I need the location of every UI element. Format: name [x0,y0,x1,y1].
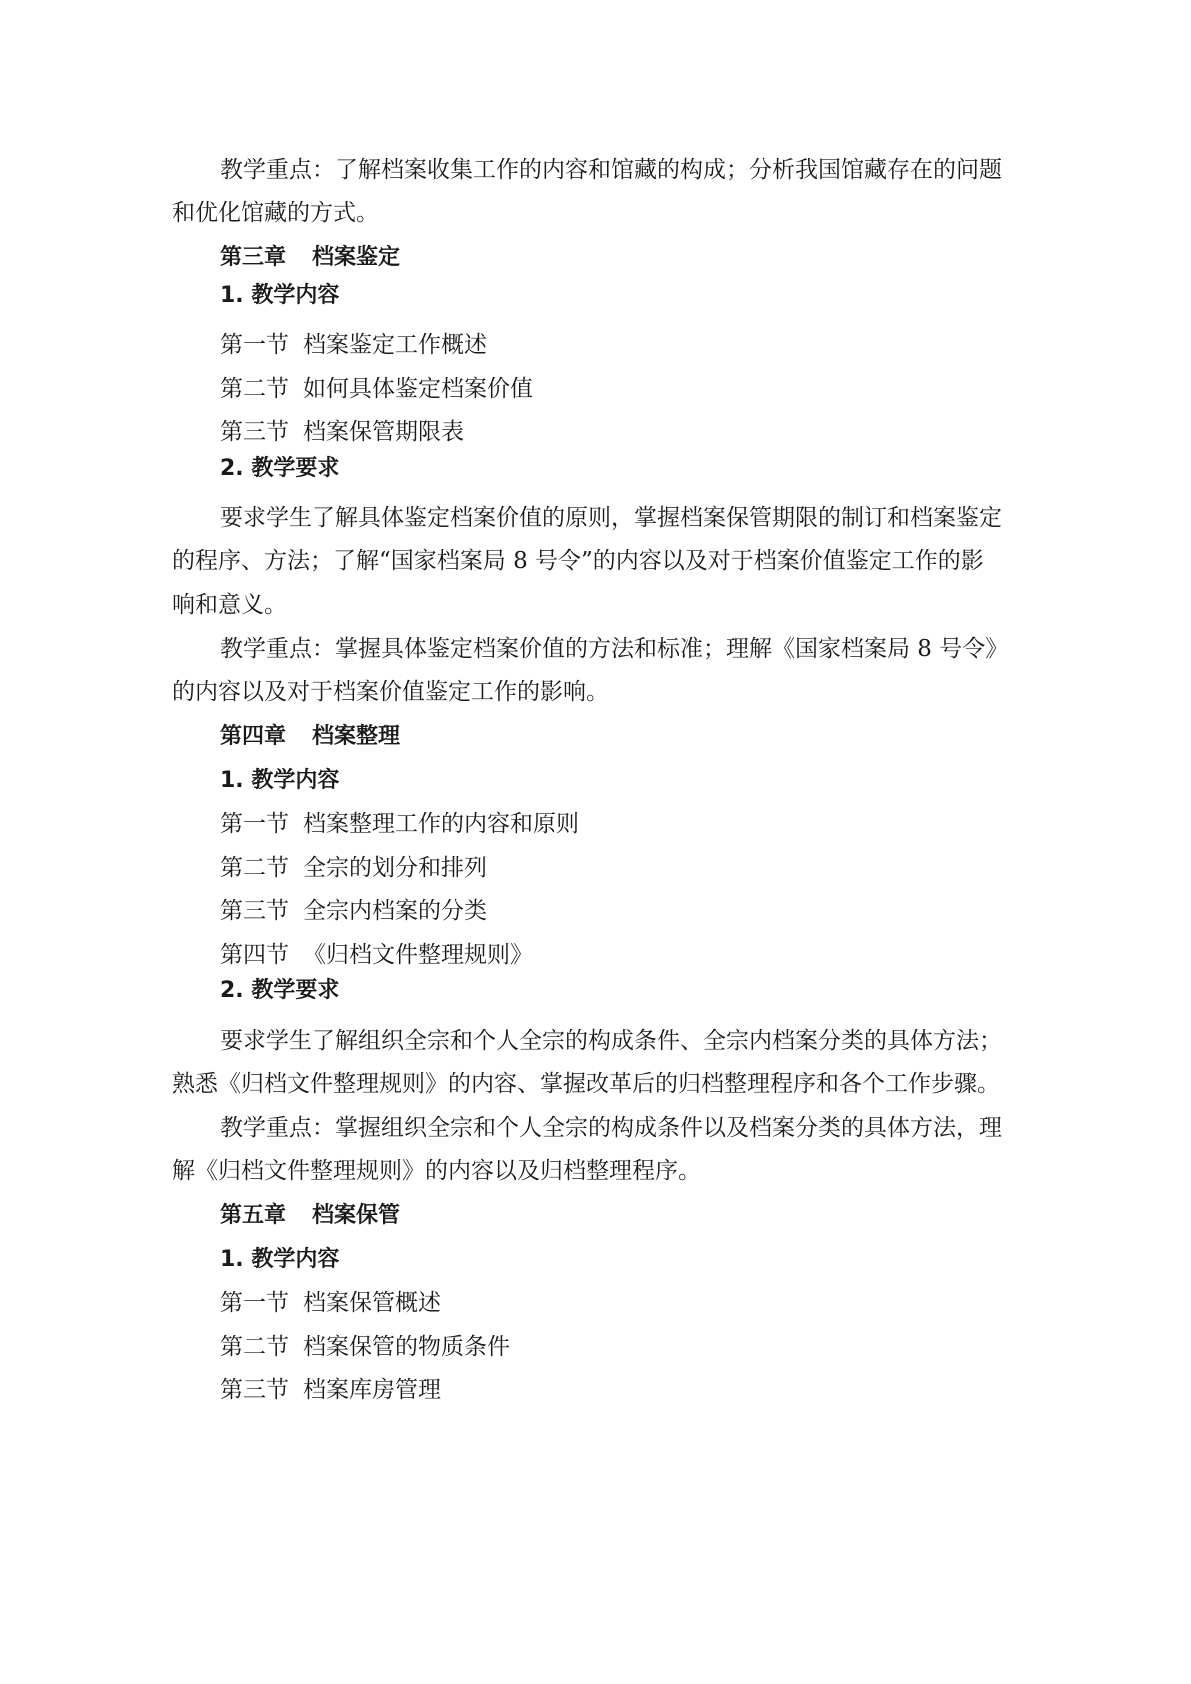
ch2-focus-line-2: 和优化馆藏的方式。 [172,200,379,226]
ch5-section-2 [220,1332,1090,1362]
section-number: 第一节 [220,811,289,837]
ch4-req-heading: 2. 教学要求 [220,978,340,1003]
section-title: 全宗的划分和排列 [303,855,487,881]
ch4-req-line-1: 要求学生了解组织全宗和个人全宗的构成条件、全宗内档案分类的具体方法； [220,1028,1002,1054]
ch3-req-line-3: 响和意义。 [172,592,287,618]
section-number: 第三节 [220,1377,289,1403]
ch3-section-1 [220,330,1090,360]
ch4-section-1 [220,809,1090,839]
ch5-section-3 [220,1375,1090,1405]
ch4-req-line-2: 熟悉《归档文件整理规则》的内容、掌握改革后的归档整理程序和各个工作步骤。 [172,1071,1000,1097]
section-number: 第二节 [220,855,289,881]
section-title: 档案保管概述 [303,1290,441,1316]
chapter-4-number: 第四章 [220,724,287,749]
ch5-content-heading: 1. 教学内容 [220,1247,340,1272]
ch5-section-1 [220,1288,1090,1318]
ch4-section-4 [220,940,1090,970]
section-number: 第四节 [220,942,289,968]
section-title: 全宗内档案的分类 [303,898,487,924]
chapter-3-number: 第三章 [220,245,287,270]
section-number: 第一节 [220,332,289,358]
section-title: 《归档文件整理规则》 [303,942,533,968]
ch4-section-2 [220,853,1090,883]
section-title: 档案保管期限表 [303,419,464,445]
ch3-content-heading: 1. 教学内容 [220,283,340,308]
ch3-req-line-1: 要求学生了解具体鉴定档案价值的原则，掌握档案保管期限的制订和档案鉴定 [220,505,1002,531]
ch4-focus-line-1: 教学重点：掌握组织全宗和个人全宗的构成条件以及档案分类的具体方法，理 [220,1115,1002,1141]
ch3-section-2 [220,374,1090,404]
ch4-section-3 [220,896,1090,926]
section-title: 档案整理工作的内容和原则 [303,811,579,837]
ch2-focus-line-1: 教学重点：了解档案收集工作的内容和馆藏的构成；分析我国馆藏存在的问题 [220,157,1002,183]
section-title: 档案鉴定工作概述 [303,332,487,358]
chapter-5-heading [220,1201,1090,1231]
ch3-req-line-2: 的程序、方法；了解“国家档案局 8 号令”的内容以及对于档案价值鉴定工作的影 [172,548,984,574]
chapter-5-number: 第五章 [220,1203,287,1228]
section-number: 第三节 [220,419,289,445]
ch4-focus-line-2: 解《归档文件整理规则》的内容以及归档整理程序。 [172,1158,701,1184]
ch4-content-heading: 1. 教学内容 [220,768,340,793]
ch3-focus-line-1: 教学重点：掌握具体鉴定档案价值的方法和标准；理解《国家档案局 8 号令》 [220,636,1009,662]
section-number: 第三节 [220,898,289,924]
section-number: 第一节 [220,1290,289,1316]
ch3-req-heading: 2. 教学要求 [220,456,340,481]
section-title: 档案库房管理 [303,1377,441,1403]
ch3-section-3 [220,417,1090,447]
chapter-4-heading [220,722,1090,752]
ch3-focus-line-2: 的内容以及对于档案价值鉴定工作的影响。 [172,679,609,705]
section-number: 第二节 [220,376,289,402]
chapter-3-heading [220,243,1090,273]
section-title: 档案保管的物质条件 [303,1334,510,1360]
chapter-5-title: 档案保管 [312,1203,401,1228]
section-title: 如何具体鉴定档案价值 [303,376,533,402]
section-number: 第二节 [220,1334,289,1360]
chapter-3-title: 档案鉴定 [312,245,401,270]
chapter-4-title: 档案整理 [312,724,401,749]
